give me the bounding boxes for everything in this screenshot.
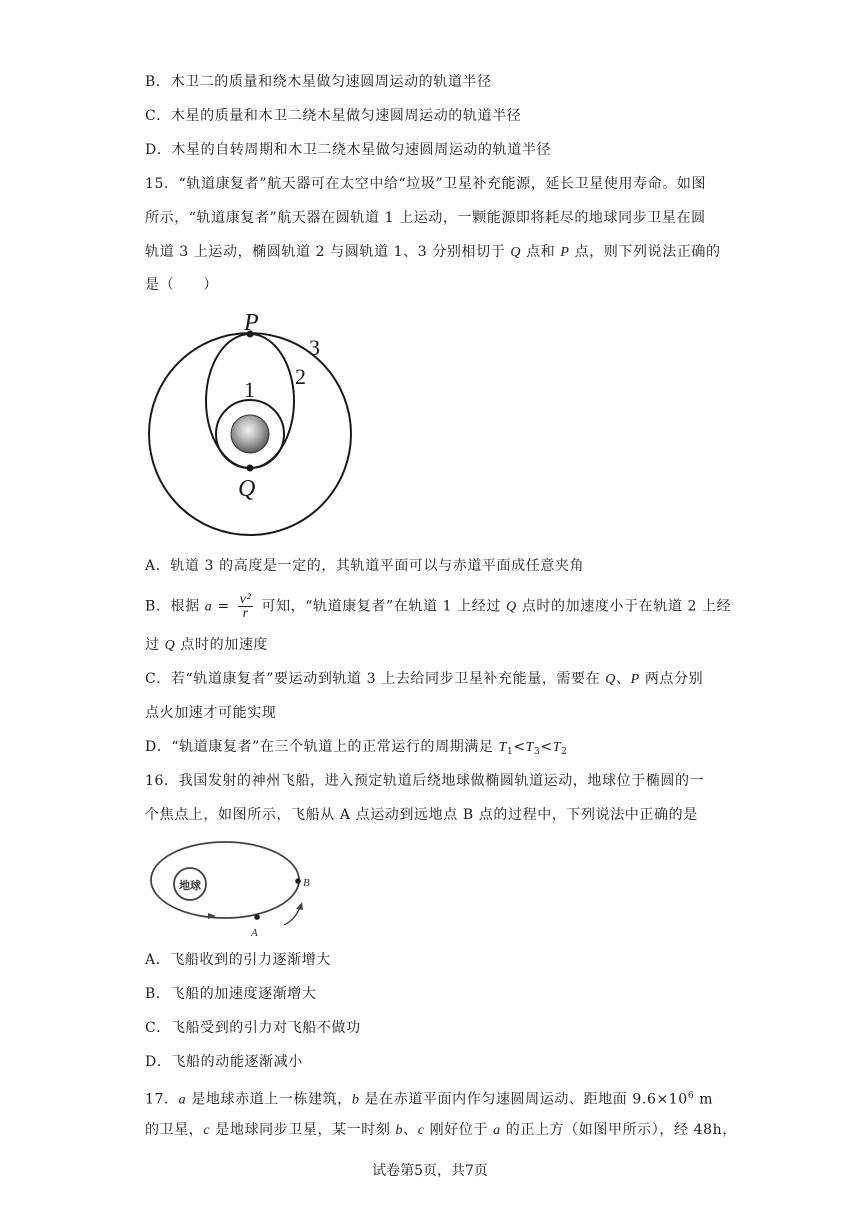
point-b-dot bbox=[295, 878, 301, 884]
q16-stem-line-2: 个焦点上，如图所示，飞船从 A 点运动到远地点 B 点的过程中，下列说法中正确的是 bbox=[145, 807, 698, 823]
label-b: B bbox=[303, 877, 310, 889]
q15-stem-line-2: 所示，“轨道康复者”航天器在圆轨道 1 上运动，一颗能源即将耗尽的地球同步卫星在圆 bbox=[145, 210, 706, 226]
q16-option-b: B．飞船的加速度逐渐增大 bbox=[145, 986, 317, 1002]
label-orbit-3: 3 bbox=[309, 335, 320, 360]
orbit-transfer-diagram bbox=[140, 300, 370, 550]
q15-option-c-line-2: 点火加速才可能实现 bbox=[145, 705, 277, 721]
spacecraft-orbit-diagram bbox=[145, 836, 335, 944]
q14-option-d: D．木星的自转周期和木卫二绕木星做匀速圆周运动的轨道半径 bbox=[145, 142, 552, 158]
earth-label: 地球 bbox=[179, 879, 201, 892]
q15-option-b-line-2: 过 Q 点时的加速度 bbox=[145, 637, 269, 653]
label-orbit-2: 2 bbox=[295, 364, 306, 389]
elliptical-orbit bbox=[151, 842, 299, 918]
label-a: A bbox=[251, 927, 258, 939]
q15-option-a: A．轨道 3 的高度是一定的，其轨道平面可以与赤道平面成任意夹角 bbox=[145, 558, 585, 574]
q17-stem-line-2: 的卫星，c 是地球同步卫星，某一时刻 b、c 刚好位于 a 的正上方（如图甲所示），经 48h， bbox=[145, 1122, 737, 1138]
q15-stem-line-1: 15．“轨道康复者”航天器可在太空中给“垃圾”卫星补充能源，延长卫星使用寿命。如图 bbox=[145, 176, 707, 192]
q15-option-d: D．“轨道康复者”在三个轨道上的正常运行的周期满足 $T_1<T_3<T_2$ bbox=[145, 739, 568, 757]
q16-option-c: C．飞船受到的引力对飞船不做功 bbox=[145, 1020, 361, 1036]
page-footer: 试卷第5页，共7页 bbox=[372, 1163, 488, 1179]
q16-option-a: A．飞船收到的引力逐渐增大 bbox=[145, 952, 331, 968]
q15-option-c: C．若“轨道康复者”要运动到轨道 3 上去给同步卫星补充能量，需要在 Q、P 两点分别 bbox=[145, 671, 704, 687]
q17-stem-line-1: 17．a 是地球赤道上一栋建筑，b 是在赤道平面内作匀速圆周运动、距地面 $9.6\times 10^6$ m bbox=[145, 1091, 714, 1108]
point-q-dot bbox=[247, 465, 254, 472]
motion-arrow-head bbox=[296, 902, 303, 910]
label-q: Q bbox=[238, 476, 256, 502]
label-orbit-1: 1 bbox=[244, 377, 255, 402]
point-a-dot bbox=[254, 914, 260, 920]
label-p: P bbox=[244, 310, 259, 336]
q15-stem-line-3: 轨道 3 上运动，椭圆轨道 2 与圆轨道 1、3 分别相切于 Q 点和 P 点，则下列说法正确的 bbox=[145, 244, 721, 260]
q16-stem-line-1: 16．我国发射的神州飞船，进入预定轨道后绕地球做椭圆轨道运动，地球位于椭圆的一 bbox=[145, 773, 705, 789]
q14-option-b: B．木卫二的质量和绕木星做匀速圆周运动的轨道半径 bbox=[145, 74, 492, 90]
q15-stem-line-4: 是（ ） bbox=[145, 277, 218, 293]
motion-arrow bbox=[284, 907, 300, 925]
q15-option-b: B．根据 a = $\frac{\text{v²}}{r}$ 可知，“轨道康复者”在轨道 1 上经过 Q 点时的加速度小于在轨道 2 上经 bbox=[145, 592, 732, 621]
q14-option-c: C．木星的质量和木卫二绕木星做匀速圆周运动的轨道半径 bbox=[145, 108, 522, 124]
earth-sphere bbox=[231, 415, 269, 453]
q16-option-d: D．飞船的动能逐渐减小 bbox=[145, 1054, 303, 1070]
acceleration-fraction: $\frac{\text{v²}}{r}$ bbox=[239, 592, 252, 621]
